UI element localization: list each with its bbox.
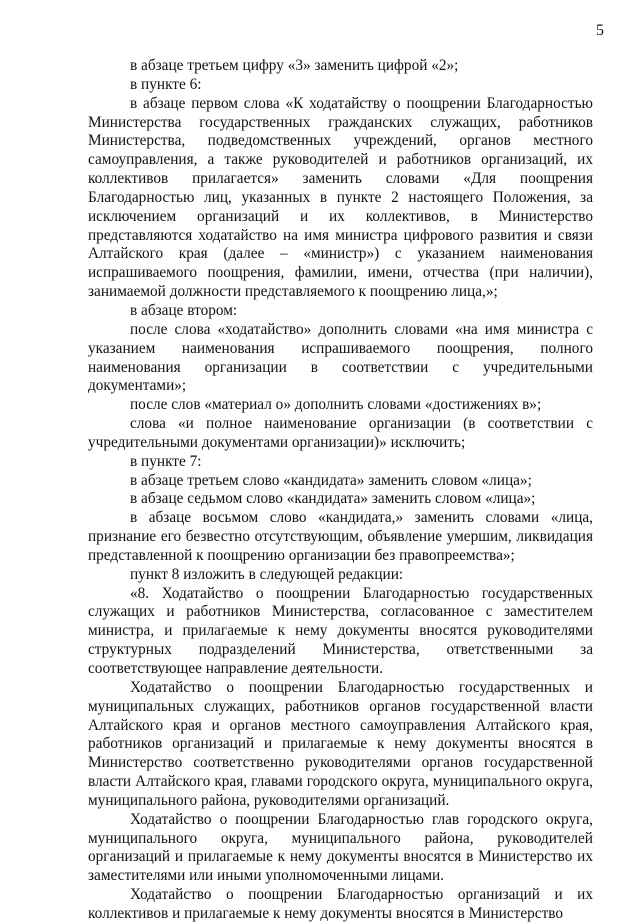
paragraph-punkt-6: в пункте 6: (130, 75, 202, 93)
paragraph-abzac-vtoroj: в абзаце втором: (130, 301, 238, 319)
paragraph-abzac-tretij: в абзаце третьем цифру «3» заменить цифрой «2»; (130, 57, 459, 74)
paragraph-abzac-sedmoj-kandidata: в абзаце седьмом слово «кандидата» заменить словом «лица»; (130, 490, 536, 508)
paragraph-punkt-7: в пункте 7: (130, 452, 202, 470)
paragraph-hodatajstvo-glav: Ходатайство о поощрении Благодарностью глав городского округа, муниципального округа, муниципального района, руководителей организаций и прилагаемые к нему документы вносятся в Министерство их заместителями или иными уполномоченными лицами. (88, 810, 593, 885)
page-number: 5 (596, 22, 604, 39)
paragraph-abzac-tretij-kandidata: в абзаце третьем слово «кандидата» заменить словом «лица»; (130, 471, 532, 489)
paragraph-abzac-pervyj: в абзаце первом слова «К ходатайству о поощрении Благодарностью Министерства государственных гражданских служащих, работников Министерства, подведомственных учреждений, органов местного самоуправления, а также руководителей и работников организаций, их коллективов прилагается» заменить словами «Для поощрения Благодарностью лиц, указанных в пункте 2 настоящего Положения, за исключением организаций и их коллективов, в Министерство представляются ходатайство на имя министра цифрового развития и связи Алтайского края (далее – «министр») с указанием наименования испрашиваемого поощрения, фамилии, имени, отчества (при наличии), занимаемой должности представляемого к поощрению лица,»; (88, 94, 593, 301)
document-body (88, 57, 593, 924)
paragraph-hodatajstvo-organizacij: Ходатайство о поощрении Благодарностью организаций и их коллективов и прилагаемые к нему документы вносятся в Министерство (88, 886, 593, 922)
paragraph-punkt-8-text: «8. Ходатайство о поощрении Благодарностью государственных служащих и работников Министерства, согласованное с заместителем министра, и прилагаемые к нему документы вносятся руководителями структурных подразделений Министерства, ответственными за соответствующее направление деятельности. (88, 584, 593, 677)
paragraph-hodatajstvo-sluzhashhih: Ходатайство о поощрении Благодарностью государственных и муниципальных служащих, работников органов государственной власти Алтайского края и органов местного самоуправления Алтайского края, работников организаций и прилагаемые к нему документы вносятся в Министерство соответственно руководителями органов государственной власти Алтайского края, главами городского округа, муниципального округа, муниципального района, руководителями организаций. (88, 678, 593, 809)
paragraph-posle-slova-hodatajstvo: после слова «ходатайство» дополнить словами «на имя министра с указанием наименования испрашиваемого поощрения, полного наименования организации в соответствии с учредительными документами»; (88, 320, 593, 395)
paragraph-punkt-8-redakcija: пункт 8 изложить в следующей редакции: (130, 565, 404, 583)
paragraph-slova-iskljuchit: слова «и полное наименование организации (в соответствии с учредительными документами организации)» исключить; (88, 415, 593, 451)
paragraph-posle-slov-material: после слов «материал о» дополнить словами «достижениях в»; (130, 396, 542, 414)
paragraph-abzac-vosmoj-kandidata: в абзаце восьмом слово «кандидата,» заменить словами «лица, признание его безвестно отсутствующим, объявление умершим, ликвидация представленной к поощрению организации без правопреемства»; (88, 509, 593, 564)
